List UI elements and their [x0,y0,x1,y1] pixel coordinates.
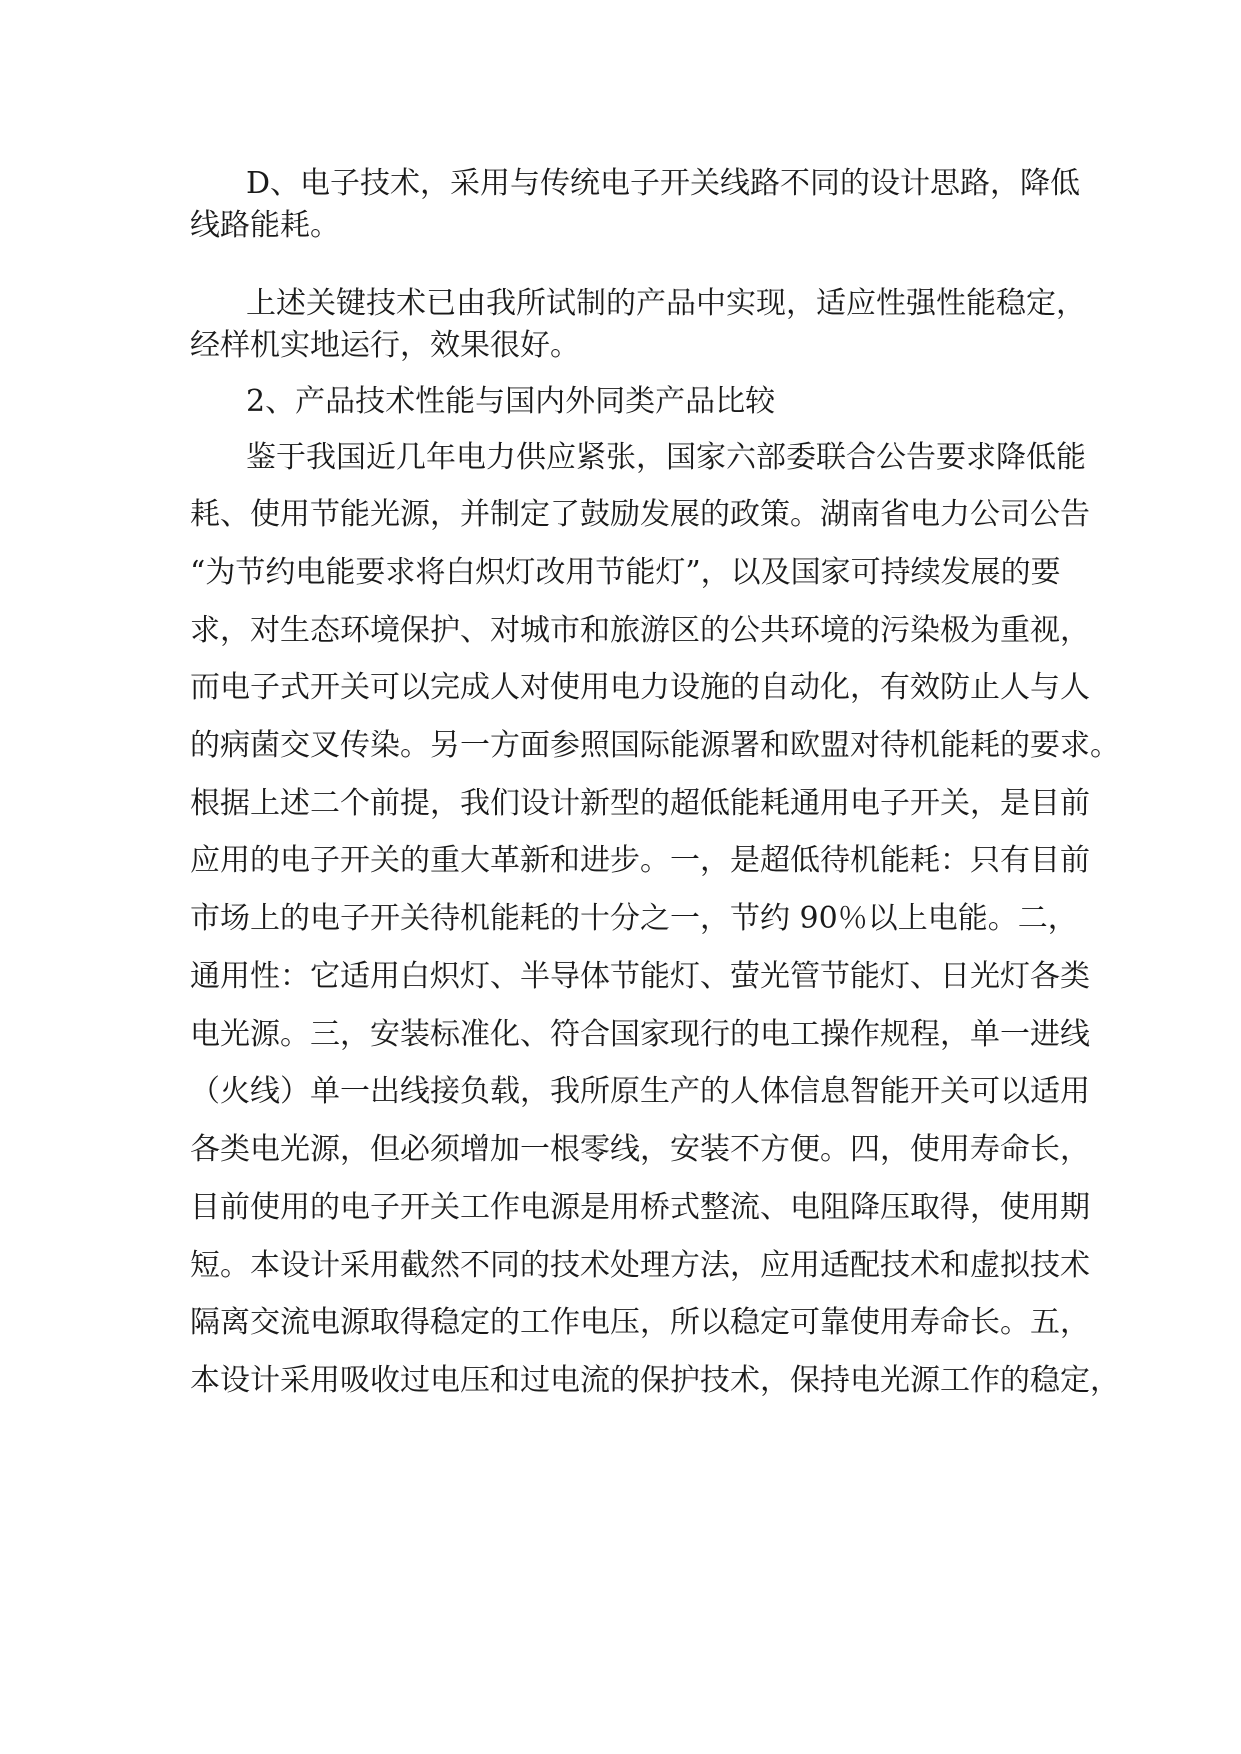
paragraph-main-line-13: 各类电光源，但必须增加一根零线，安装不方便。四，使用寿命长， [190,1132,1090,1167]
section-heading-2: 2、产品技术性能与国内外同类产品比较 [246,384,776,419]
paragraph-main-line-9: 市场上的电子开关待机能耗的十分之一，节约 90％以上电能。二， [190,901,1078,936]
paragraph-main-line-11: 电光源。三，安装标准化、符合国家现行的电工操作规程，单一进线 [190,1017,1090,1052]
paragraph-d-line-1: D、电子技术，采用与传统电子开关线路不同的设计思路，降低 [246,166,1081,201]
paragraph-main-line-8: 应用的电子开关的重大革新和进步。一，是超低待机能耗：只有目前 [190,843,1090,878]
paragraph-main-line-7: 根据上述二个前提，我们设计新型的超低能耗通用电子开关，是目前 [190,786,1090,821]
paragraph-main-line-4: 求，对生态环境保护、对城市和旅游区的公共环境的污染极为重视， [190,613,1090,648]
paragraph-main-line-10: 通用性：它适用白炽灯、半导体节能灯、萤光管节能灯、日光灯各类 [190,959,1090,994]
paragraph-main-line-14: 目前使用的电子开关工作电源是用桥式整流、电阻降压取得，使用期 [190,1190,1090,1225]
paragraph-key-tech-line-2: 经样机实地运行，效果很好。 [190,328,580,363]
paragraph-main-line-5: 而电子式开关可以完成人对使用电力设施的自动化，有效防止人与人 [190,670,1090,705]
paragraph-main-line-12: （火线）单一出线接负载，我所原生产的人体信息智能开关可以适用 [190,1074,1090,1109]
paragraph-d-line-2: 线路能耗。 [190,208,340,243]
paragraph-main-line-6: 的病菌交叉传染。另一方面参照国际能源署和欧盟对待机能耗的要求。 [190,728,1120,763]
paragraph-main-line-16: 隔离交流电源取得稳定的工作电压，所以稳定可靠使用寿命长。五， [190,1305,1090,1340]
paragraph-main-line-3: “为节约电能要求将白炽灯改用节能灯”，以及国家可持续发展的要 [190,555,1061,590]
paragraph-main-line-15: 短。本设计采用截然不同的技术处理方法，应用适配技术和虚拟技术 [190,1248,1090,1283]
paragraph-main-line-1: 鉴于我国近几年电力供应紧张，国家六部委联合公告要求降低能 [246,440,1086,475]
paragraph-main-line-17: 本设计采用吸收过电压和过电流的保护技术，保持电光源工作的稳定， [190,1363,1120,1398]
paragraph-main-line-2: 耗、使用节能光源，并制定了鼓励发展的政策。湖南省电力公司公告 [190,497,1090,532]
paragraph-key-tech-line-1: 上述关键技术已由我所试制的产品中实现，适应性强性能稳定， [246,286,1086,321]
